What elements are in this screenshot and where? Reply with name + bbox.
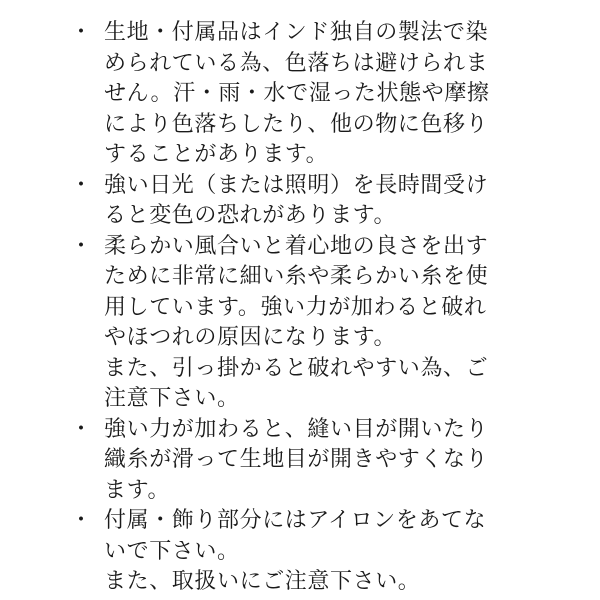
notice-line: 注意下さい。 — [104, 386, 240, 411]
notice-line: また、取扱いにご注意下さい。 — [104, 569, 421, 594]
notice-text — [104, 18, 590, 171]
notice-line: 強い日光（または照明）を長時間受け — [104, 172, 489, 198]
notice-line: 柔らかい風合いと着心地の良さを出す — [104, 233, 489, 259]
notice-item-fine-threads — [70, 232, 590, 415]
notice-item-ironing — [70, 506, 590, 598]
notice-line: ると変色の恐れがあります。 — [104, 203, 397, 228]
notice-line: 生地・付属品はインド独自の製法で染 — [104, 20, 489, 45]
notice-line: により色落ちしたり、他の物に色移り — [104, 111, 489, 137]
notice-text — [104, 506, 590, 598]
bullet-mark: ・ — [70, 416, 93, 442]
bullet-mark: ・ — [70, 172, 93, 198]
notice-line: 強い力が加わると、縫い目が開いたり — [104, 416, 489, 442]
notice-line: ために非常に細い糸や柔らかい糸を使 — [104, 264, 489, 289]
notice-item-seams — [70, 415, 590, 507]
bullet-mark: ・ — [70, 20, 93, 45]
notice-item-color-fading — [70, 18, 590, 171]
bullet-mark: ・ — [70, 233, 93, 259]
notice-line: 織糸が滑って生地目が開きやすくなり — [104, 447, 489, 472]
care-notice — [70, 18, 590, 598]
notice-line: ます。 — [104, 477, 171, 503]
notice-line: 用しています。強い力が加わると破れ — [104, 294, 487, 320]
notice-line: いで下さい。 — [104, 538, 240, 564]
bullet-mark: ・ — [70, 508, 93, 533]
notice-line: また、引っ掛かると破れやすい為、ご — [104, 355, 489, 381]
notice-text — [104, 171, 590, 232]
notice-line: められている為、色落ちは避けられま — [104, 50, 489, 76]
notice-line: 付属・飾り部分にはアイロンをあてな — [104, 508, 487, 533]
notice-line: することがあります。 — [104, 142, 329, 167]
notice-line: せん。汗・雨・水で湿った状態や摩擦 — [104, 81, 490, 106]
notice-item-sunlight — [70, 171, 590, 232]
notice-line: やほつれの原因になります。 — [104, 325, 397, 350]
notice-text — [104, 232, 590, 415]
notice-text — [104, 415, 590, 507]
